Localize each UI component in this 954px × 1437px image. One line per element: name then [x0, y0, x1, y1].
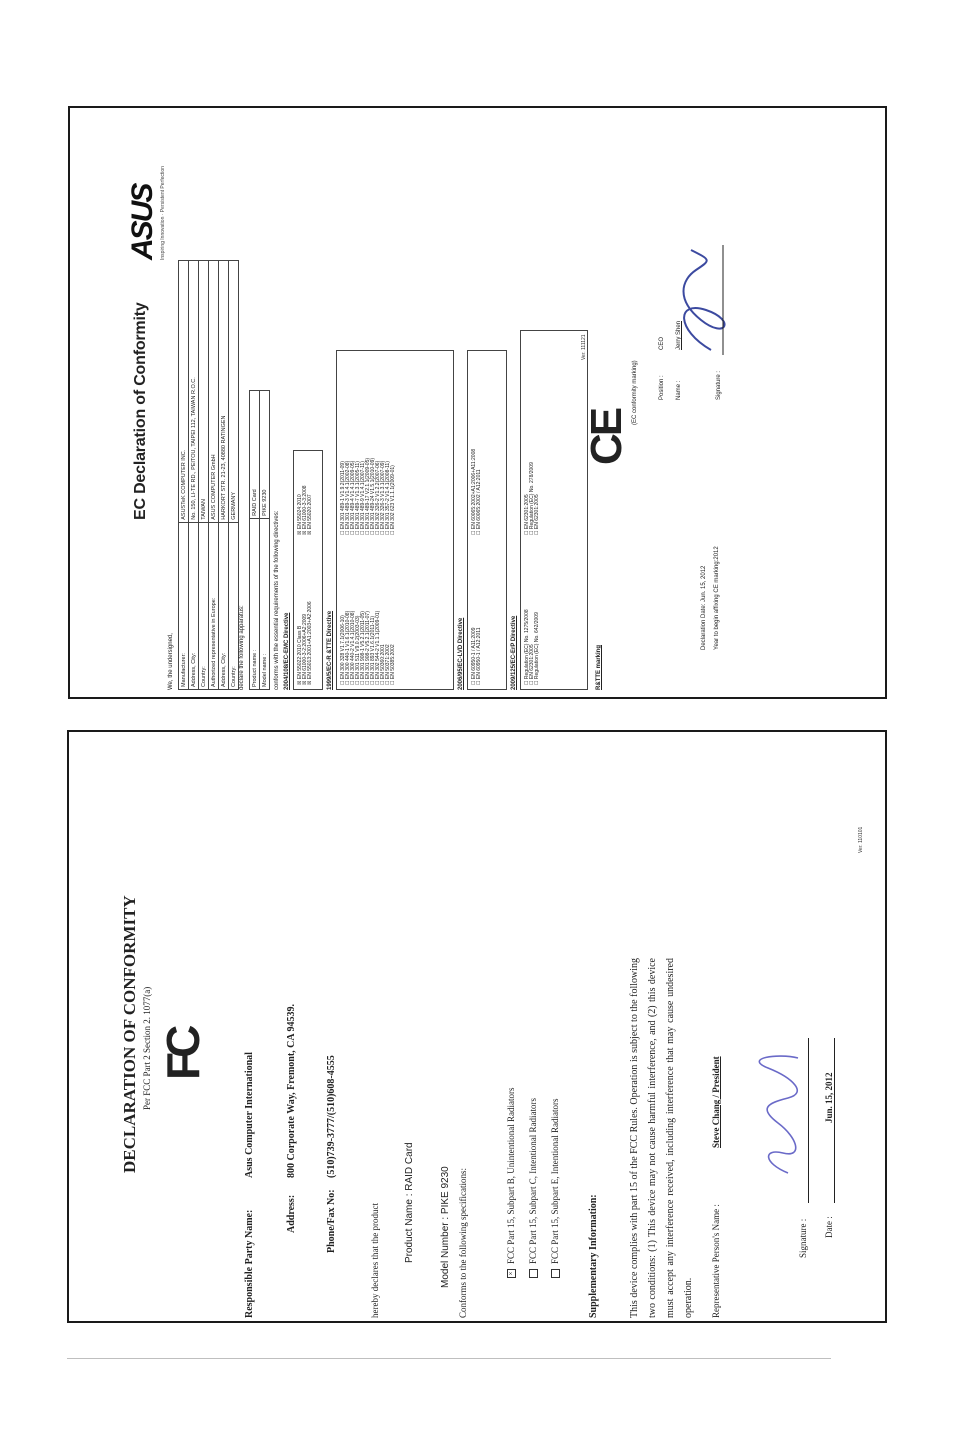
directive-standard-item: ☐ EN 50360:2001: [380, 644, 386, 685]
directive-standard-item: ☐ EN 62301:2005: [524, 494, 530, 535]
directive-standard-item: ☐ Regulation (EC) No. 1275/2008: [524, 609, 530, 685]
fcc-declaration-page: [118, 758, 898, 1318]
ec-conforms-text: conforms with the essential requirements of the following directives:: [274, 510, 280, 690]
table-row: [229, 261, 239, 690]
ce-mark-icon: C​E: [582, 409, 631, 465]
directive-standard-item: ☐ EN 62301:2005: [534, 494, 540, 535]
rtte-directive-title: 1999/5/EC-R &TTE Directive: [327, 610, 333, 690]
table-value-cell: TAIWAN: [199, 261, 209, 523]
table-row: [199, 261, 209, 690]
fcc-spec-item: [528, 1098, 538, 1278]
unchecked-checkbox-icon: [551, 1269, 560, 1278]
directive-standard-item: ☐ EN 301 908-1 V5.2.1(2011-05): [360, 611, 366, 685]
table-label-cell: Model name :: [260, 518, 270, 689]
ec-manufacturer-table: [178, 260, 239, 690]
fcc-spec-text: FCC Part 15, Subpart B, Unintentional Radiators: [506, 1087, 516, 1264]
ec-declare-text: declare the following apparatus:: [239, 605, 245, 690]
directive-standard-item: ☐ EN 62301:2005: [529, 644, 535, 685]
fcc-logo-icon: FC: [157, 1030, 209, 1080]
fcc-spec-item: [550, 1099, 560, 1279]
name-label: Name :: [676, 380, 682, 400]
fcc-phone-value: (510)739-3777/(510)608-4555: [326, 1055, 337, 1178]
fcc-title: DECLARATION OF CONFORMITY: [120, 895, 139, 1173]
unchecked-checkbox-icon: [529, 1269, 538, 1278]
lvd-directive-title: 2006/95/EC-LVD Directive: [458, 617, 464, 690]
fcc-date-line: [834, 1038, 835, 1203]
asus-logo: ASUS: [126, 184, 159, 260]
directive-standard-item: ☐ EN 300 328 V1.7.1(2006-10): [340, 615, 346, 685]
rtte-directive-box: [336, 350, 454, 690]
fcc-version: Ver. 110101: [858, 826, 864, 853]
footer-rule: [67, 1358, 831, 1359]
directive-standard-item: ☐ EN 301 489-24 V1.5.1(2010-09): [370, 457, 376, 535]
fcc-model-number: Model Number : PIKE 9230: [440, 1166, 451, 1288]
fcc-hereby: hereby declares that the product: [370, 1203, 380, 1318]
table-label-cell: Country:: [199, 522, 209, 689]
table-row: [250, 391, 260, 690]
fcc-address-value: 800 Corporate Way, Fremont, CA 94539.: [286, 1003, 297, 1178]
table-value-cell: HARKORT STR. 21-23, 40880 RATINGEN: [219, 261, 229, 523]
directive-standard-item: ☒ EN 55013:2001+A1:2003+A2:2006: [307, 601, 313, 685]
directive-standard-item: ☐ EN 60065:2002 / A12:2011: [476, 469, 482, 535]
table-value-cell: RAID Card: [250, 391, 260, 519]
emc-directive-box: [293, 450, 323, 690]
fcc-rep-value: Steve Chang / President: [711, 1056, 721, 1148]
table-row: [219, 261, 229, 690]
fcc-signature-line: [808, 1038, 809, 1203]
checked-checkbox-icon: ×: [507, 1269, 516, 1278]
lvd-directive-box: [467, 350, 507, 690]
directive-standard-item: ☐ Regulation (EC) No. 278/2009: [529, 462, 535, 535]
position-value: CEO: [659, 336, 665, 350]
table-label-cell: Manufacturer:: [179, 522, 189, 689]
directive-standard-item: ☐ EN 50371:2002: [385, 644, 391, 685]
directive-standard-item: ☐ EN 301 511 V9.0.2(2003-03): [355, 615, 361, 685]
ce-marking-label: R&TTE marking: [596, 644, 602, 690]
table-label-cell: Authorized representative in Europe:: [209, 522, 219, 689]
directive-standard-item: ☐ EN 301 357-2 V1.4.1(2008-11): [385, 461, 391, 535]
directive-standard-item: ☒ EN 55024:2010: [297, 494, 303, 535]
directive-standard-item: ☐ EN 302 623 V1.1.1(2009-01): [390, 465, 396, 535]
position-label: Position :: [659, 375, 665, 400]
directive-standard-item: ☐ EN 301 489-3 V1.4.1(2002-08): [345, 460, 351, 535]
fcc-spec-text: FCC Part 15, Subpart C, Intentional Radiators: [528, 1098, 538, 1264]
table-row: [260, 391, 270, 690]
directive-standard-item: ☐ EN 301 489-9 V1.4.1(2007-11): [360, 461, 366, 535]
fcc-signature-label: Signature :: [798, 1218, 808, 1258]
directive-standard-item: ☐ EN 302 326-2 V1.2.2(2007-06): [375, 460, 381, 535]
fcc-party-label: Responsible Party Name:: [244, 1209, 255, 1318]
ec-intro: We, the undersigned,: [168, 633, 174, 690]
table-value-cell: GERMANY: [229, 261, 239, 523]
table-label-cell: Product name :: [250, 518, 260, 689]
erp-directive-box: [520, 330, 588, 690]
table-label-cell: Address, City:: [219, 522, 229, 689]
fcc-phone-label: Phone/Fax No:: [326, 1189, 337, 1253]
emc-directive-title: 2004/108/EC-EMC Directive: [284, 612, 290, 690]
declaration-date: Declaration Date: Jun. 15, 2012: [701, 565, 707, 650]
fcc-conforms-text: Conforms to the following specifications:: [458, 1168, 468, 1318]
directive-standard-item: ☐ EN 300 440-1 V1.6.1(2010-08): [345, 610, 351, 685]
table-value-cell: PIKE 9230: [260, 391, 270, 519]
table-value-cell: ASUSTeK COMPUTER INC.: [179, 261, 189, 523]
directive-standard-item: ☐ EN 301 489-1 V1.9.2(2011-09): [340, 461, 346, 535]
asus-tagline: Inspiring Innovation · Persistent Perfection: [160, 166, 166, 260]
directive-standard-item: ☒ EN 55022:2010 Class B: [297, 625, 303, 685]
directive-standard-item: ☐ EN 302 544-2 V1.1.1(2009-01): [375, 610, 381, 685]
directive-standard-item: ☐ EN 301 489-4 V1.4.1(2009-05): [350, 460, 356, 535]
directive-standard-item: ☐ EN 60950-1 / A12:2011: [476, 627, 482, 685]
table-row: [209, 261, 219, 690]
erp-directive-title: 2009/125/EC-ErP Directive: [511, 615, 517, 690]
ec-version: Ver. 111121: [581, 334, 587, 360]
fcc-party-value: Asus Computer International: [244, 1052, 255, 1178]
ce-caption: (EC conformity marking): [632, 360, 638, 425]
directive-standard-item: ☐ Regulation (EC) No. 642/2009: [534, 612, 540, 685]
fcc-date-label: Date :: [824, 1216, 834, 1238]
ec-signature-label: Signature :: [716, 370, 722, 400]
directive-standard-item: ☐ EN 301 908-2 V5.2.1(2011-07): [365, 611, 371, 685]
directive-standard-item: ☐ EN 300 440-2 V1.4.1(2010-08): [350, 610, 356, 685]
table-label-cell: Address, City:: [189, 522, 199, 689]
directive-standard-item: ☐ EN 301 893 V1.6.1(2011-11): [370, 615, 376, 685]
directive-standard-item: ☒ EN 61000-3-3:2008: [302, 485, 308, 535]
directive-standard-item: ☐ EN 60950-1 / A11:2009: [471, 627, 477, 685]
table-row: [179, 261, 189, 690]
ec-signature-image: [671, 240, 731, 360]
directive-standard-item: ☐ EN 50385:2002: [390, 644, 396, 685]
table-value-cell: ASUS COMPUTER GmbH: [209, 261, 219, 523]
table-row: [189, 261, 199, 690]
fcc-subtitle: Per FCC Part 2 Section 2. 1077(a): [142, 986, 152, 1110]
fcc-address-label: Address:: [286, 1194, 297, 1233]
directive-standard-item: ☒ EN 61000-3-2:2006+A2:2009: [302, 613, 308, 685]
directive-standard-item: ☐ EN 60065:2002+A1:2006+A11:2008: [471, 448, 477, 535]
fcc-rep-label: Representative Person's Name :: [711, 1204, 721, 1318]
table-value-cell: No. 150, LI-TE RD., PEITOU, TAIPEI 112, TAIWAN R.O.C.: [189, 261, 199, 523]
fcc-spec-item: [506, 1088, 516, 1279]
fcc-spec-text: FCC Part 15, Subpart E, Intentional Radiators: [550, 1098, 560, 1264]
directive-standard-item: ☒ EN 55020:2007: [307, 494, 313, 535]
fcc-supp-text: This device complies with part 15 of the FCC Rules. Operation is subject to the following two conditions: (1) This device may not cause harmful interference, and (2) this device must accept any interference received, including interference that may cause undesired operation.: [629, 958, 694, 1318]
fcc-product-name: Product Name : RAID Card: [404, 1142, 415, 1263]
ec-declaration-page: [126, 150, 726, 690]
fcc-supp-title: Supplementary Information:: [588, 1194, 599, 1318]
name-value: Jerry Shen: [676, 320, 682, 350]
table-label-cell: Country:: [229, 522, 239, 689]
fcc-date-value: Jun. 15, 2012: [824, 1072, 834, 1123]
ec-product-table: [249, 390, 270, 690]
ec-title: EC Declaration of Conformity: [132, 302, 149, 520]
fcc-signature-image: [758, 1048, 808, 1178]
directive-standard-item: ☐ EN 301 489-17 V2.1.1(2009-05): [365, 457, 371, 535]
year-affixing: Year to begin affixing CE marking:2012: [714, 546, 720, 650]
directive-standard-item: ☐ EN 301 489-7 V1.3.1(2005-11): [355, 461, 361, 535]
directive-standard-item: ☐ EN 302 326-3 V1.3.1(2007-09): [380, 460, 386, 535]
